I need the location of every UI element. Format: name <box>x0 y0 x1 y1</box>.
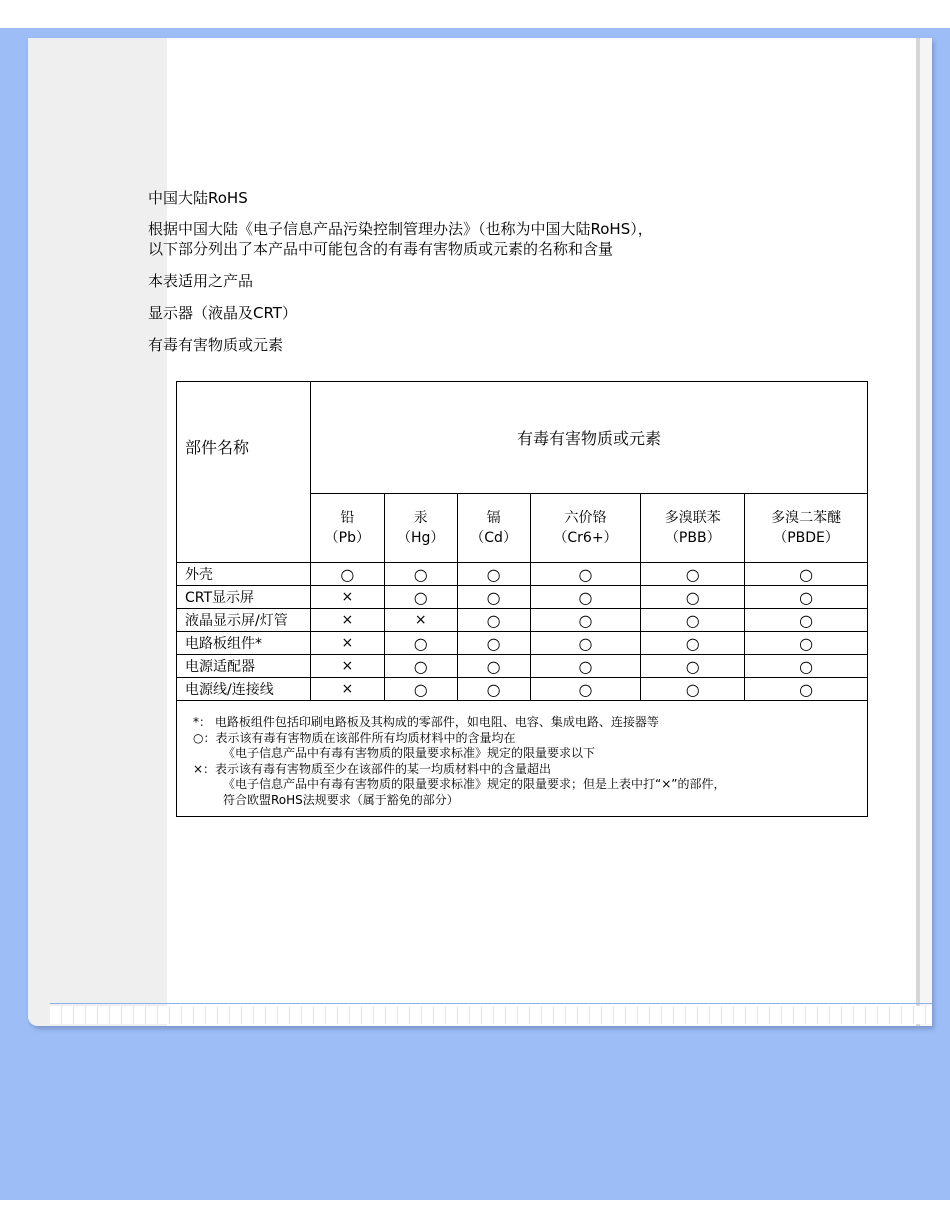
mark-cell: ○ <box>745 632 868 655</box>
column-symbol: （Hg） <box>397 530 445 546</box>
column-name: 汞 <box>413 510 428 526</box>
mark-cell: ○ <box>457 609 530 632</box>
mark-cell: ○ <box>310 563 384 586</box>
product-label: 显示器（液晶及CRT） <box>148 304 297 322</box>
column-name: 铅 <box>340 510 355 526</box>
substance-group-header: 有毒有害物质或元素 <box>310 382 867 494</box>
mark-cell: ○ <box>530 563 641 586</box>
note-circle-1: ○：表示该有毒有害物质在该部件所有均质材料中的含量均在 <box>193 730 516 745</box>
mark-cell: ○ <box>530 609 641 632</box>
part-name: CRT显示屏 <box>177 586 311 609</box>
mark-cell: × <box>384 609 457 632</box>
table-row <box>177 609 868 632</box>
mark-cell: ○ <box>530 678 641 701</box>
mark-cell: ○ <box>641 609 745 632</box>
mark-cell: ○ <box>641 563 745 586</box>
mark-cell: × <box>310 609 384 632</box>
table-row <box>177 563 868 586</box>
right-margin <box>920 38 932 1026</box>
column-name: 镉 <box>486 510 501 526</box>
column-header-cr6 <box>530 494 641 563</box>
document-body <box>148 150 848 355</box>
table-notes <box>177 701 868 817</box>
column-header-pbde <box>745 494 868 563</box>
mark-cell: × <box>310 655 384 678</box>
table-row <box>177 586 868 609</box>
mark-cell: ○ <box>384 586 457 609</box>
mark-cell: × <box>310 678 384 701</box>
mark-cell: ○ <box>641 586 745 609</box>
mark-cell: ○ <box>457 586 530 609</box>
mark-cell: ○ <box>530 632 641 655</box>
substances-label: 有毒有害物质或元素 <box>148 336 284 354</box>
column-symbol: （Pb） <box>324 530 371 546</box>
column-name: 多溴二苯醚 <box>771 510 842 526</box>
column-header-cd <box>457 494 530 563</box>
mark-cell: × <box>310 632 384 655</box>
mark-cell: ○ <box>384 563 457 586</box>
note-circle-2: 《电子信息产品中有毒有害物质的限量要求标准》规定的限量要求以下 <box>223 746 596 760</box>
mark-cell: ○ <box>745 563 868 586</box>
table-row <box>177 632 868 655</box>
mark-cell: ○ <box>457 678 530 701</box>
column-symbol: （Cr6+） <box>553 530 618 546</box>
left-sidebar <box>28 38 167 1026</box>
note-cross-2: 《电子信息产品中有毒有害物质的限量要求标准》规定的限量要求；但是上表中打“×”的部件， <box>223 777 726 791</box>
part-name: 电源适配器 <box>177 655 311 678</box>
applies-label: 本表适用之产品 <box>148 272 254 290</box>
part-name-header: 部件名称 <box>177 382 311 563</box>
intro-line-2: 以下部分列出了本产品中可能包含的有毒有害物质或元素的名称和含量 <box>148 240 614 258</box>
mark-cell: ○ <box>641 678 745 701</box>
column-header-pbb <box>641 494 745 563</box>
mark-cell: ○ <box>745 678 868 701</box>
column-header-hg <box>384 494 457 563</box>
mark-cell: ○ <box>530 586 641 609</box>
column-symbol: （PBB） <box>664 530 721 546</box>
mark-cell: ○ <box>384 632 457 655</box>
mark-cell: ○ <box>457 563 530 586</box>
column-symbol: （Cd） <box>470 530 517 546</box>
note-cross-3: 符合欧盟RoHS法规要求（属于豁免的部分） <box>223 792 459 807</box>
mark-cell: ○ <box>457 655 530 678</box>
part-name: 电路板组件* <box>177 632 311 655</box>
column-name: 六价铬 <box>564 510 607 526</box>
column-symbol: （PBDE） <box>773 530 839 546</box>
column-header-pb <box>310 494 384 563</box>
mark-cell: ○ <box>384 678 457 701</box>
mark-cell: ○ <box>457 632 530 655</box>
part-name: 外壳 <box>177 563 311 586</box>
right-scroll-edge <box>916 38 920 1026</box>
mark-cell: ○ <box>745 609 868 632</box>
mark-cell: ○ <box>530 655 641 678</box>
footer-divider <box>50 1003 932 1004</box>
mark-cell: ○ <box>641 632 745 655</box>
mark-cell: ○ <box>384 655 457 678</box>
intro-line-1: 根据中国大陆《电子信息产品污染控制管理办法》（也称为中国大陆RoHS）， <box>148 220 653 238</box>
mark-cell: ○ <box>745 655 868 678</box>
mark-cell: × <box>310 586 384 609</box>
section-heading: 中国大陆RoHS <box>148 189 248 207</box>
column-name: 多溴联苯 <box>664 510 721 526</box>
part-name: 电源线/连接线 <box>177 678 311 701</box>
table-row <box>177 655 868 678</box>
table-row <box>177 678 868 701</box>
note-star: *： 电路板组件包括印刷电路板及其构成的零部件，如电阻、电容、集成电路、连接器等 <box>193 715 659 729</box>
mark-cell: ○ <box>641 655 745 678</box>
part-name: 液晶显示屏/灯管 <box>177 609 311 632</box>
rohs-table <box>176 381 868 817</box>
mark-cell: ○ <box>745 586 868 609</box>
note-cross-1: ×：表示该有毒有害物质至少在该部件的某一均质材料中的含量超出 <box>193 761 552 776</box>
footer-ruler <box>50 1006 932 1024</box>
